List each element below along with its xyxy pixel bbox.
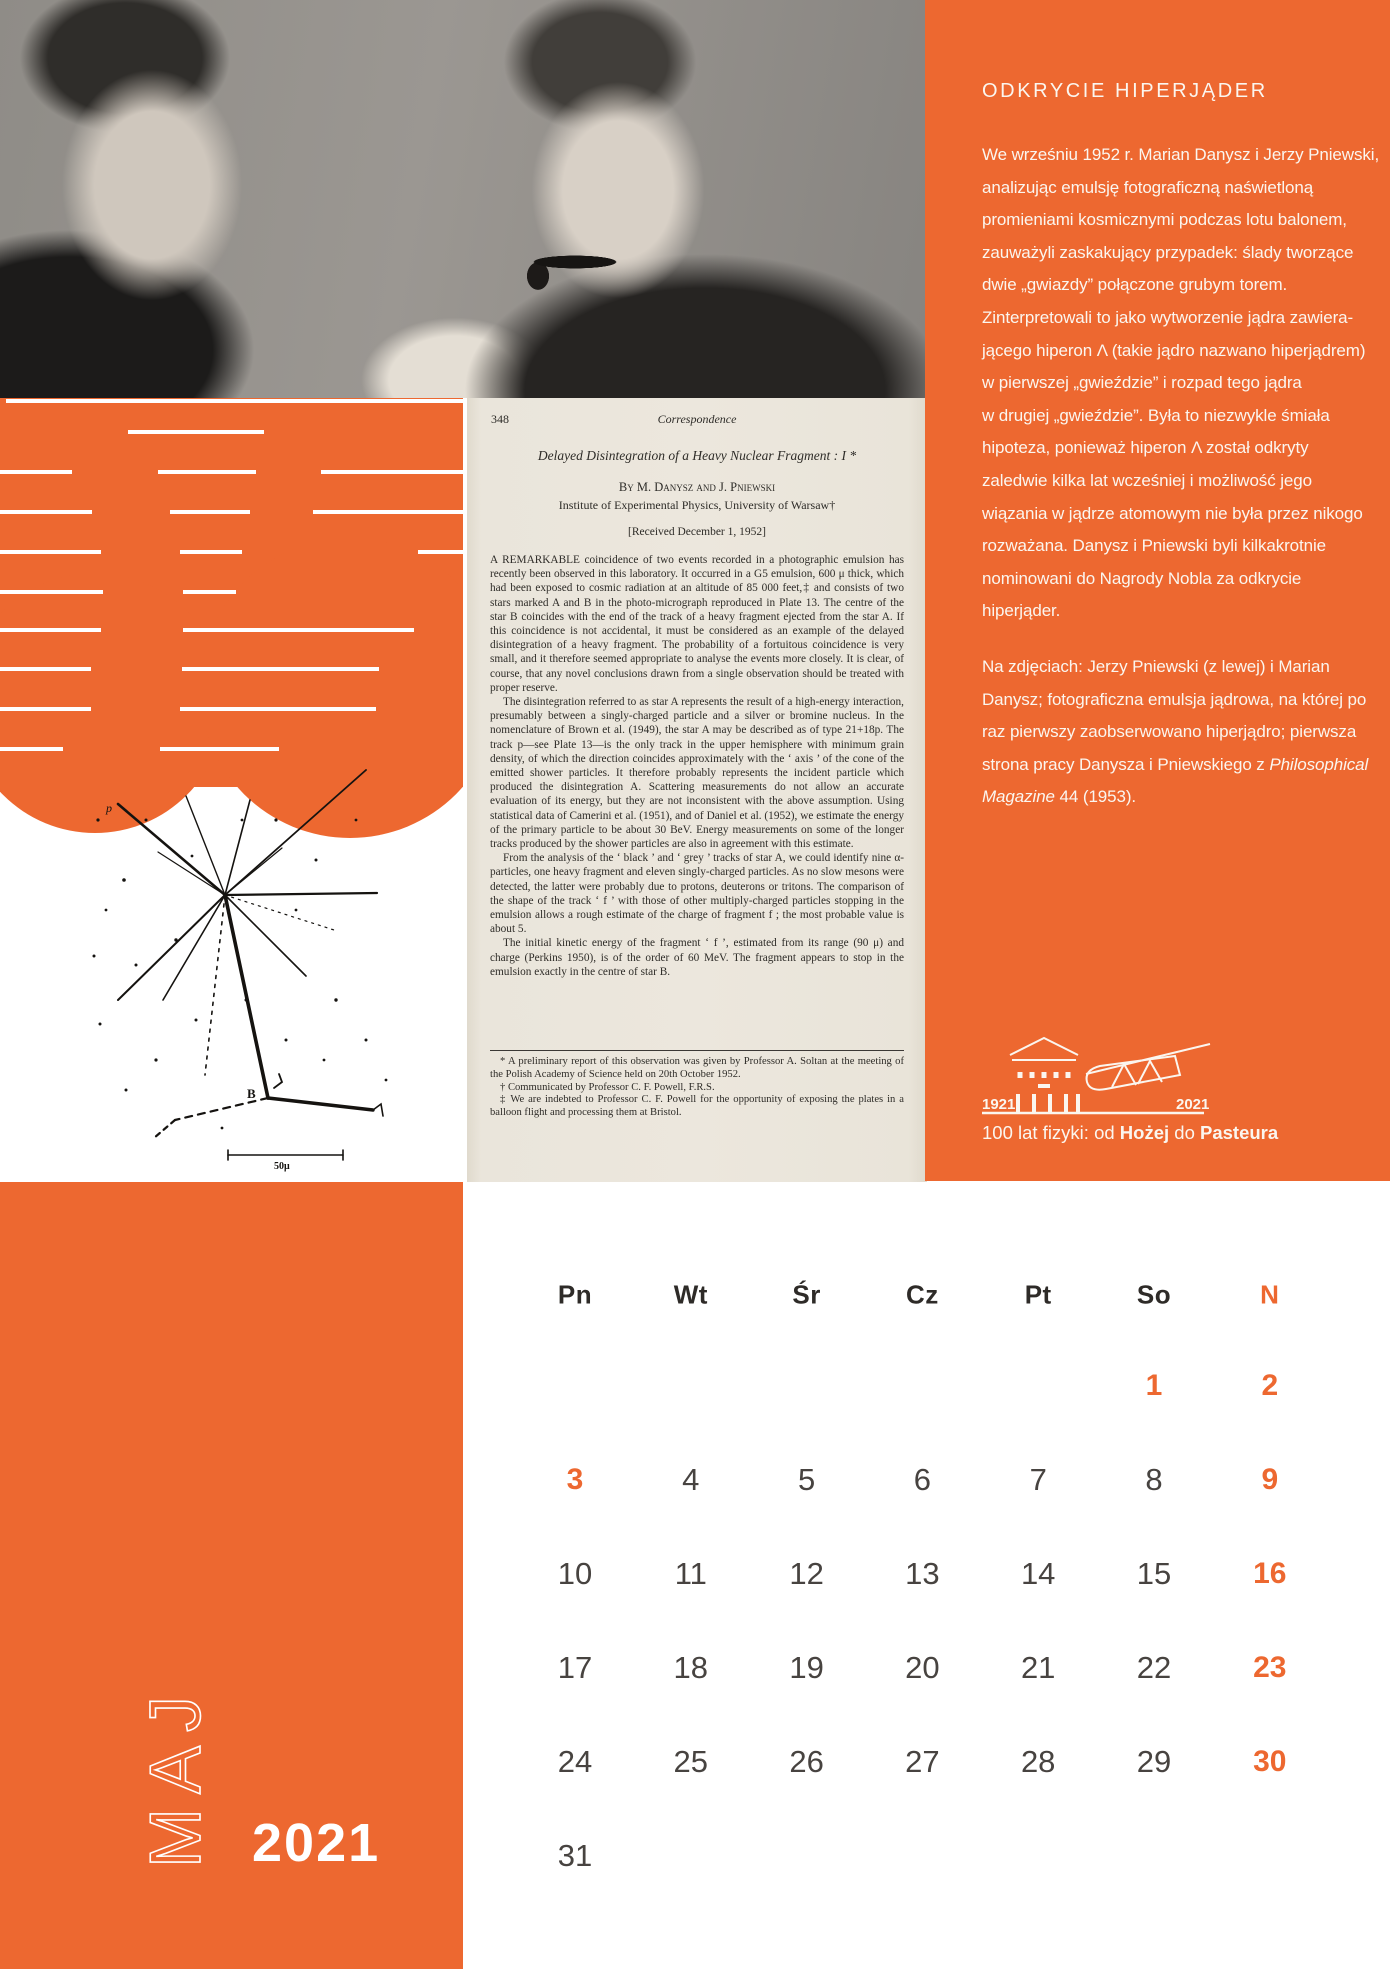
photo-jerzy-pniewski-marian-danysz [0, 0, 925, 398]
journal-footnote: † Communicated by Professor C. F. Powell, F.R.S. [500, 1081, 715, 1093]
day-cell-28: 28 [1020, 1744, 1056, 1779]
panel-text-line: wiązania w jądrze atomowym nie była przez nikogo [982, 503, 1363, 523]
day-cell-12: 12 [789, 1556, 824, 1591]
white-dash [0, 667, 91, 671]
panel-text-line: zaledwie kilka lat wcześniej i możliwość jego [982, 470, 1312, 490]
panel-text-line: w drugiej „gwieździe”. Była to niezwykle śmiała [982, 405, 1330, 425]
weekday-header-pt: Pt [1024, 1279, 1052, 1310]
day-cell-2: 2 [1261, 1369, 1279, 1402]
caption-text-line: Na zdjęciach: Jerzy Pniewski (z lewej) i Marian [982, 657, 1330, 676]
journal-page-scan [467, 398, 927, 1182]
day-cell-11: 11 [674, 1556, 707, 1591]
white-dash [321, 470, 463, 474]
day-cell-29: 29 [1136, 1744, 1172, 1779]
day-cell-30: 30 [1253, 1745, 1287, 1778]
logo-year-1921: 1921 [982, 1096, 1016, 1113]
day-cell-7: 7 [1029, 1462, 1047, 1497]
panel-text-line: Zinterpretowali to jako wytworzenie jądra zawiera- [982, 307, 1354, 327]
day-cell-15: 15 [1136, 1556, 1172, 1591]
panel-text-line: nominowani do Nagrody Nobla za odkrycie [982, 568, 1302, 588]
day-cell-3: 3 [566, 1463, 584, 1496]
day-cell-26: 26 [789, 1744, 824, 1779]
white-dash [158, 470, 256, 474]
footnote-rule [490, 1050, 904, 1051]
day-cell-16: 16 [1253, 1557, 1287, 1590]
panel-text-line: zauważyli zaskakujący przypadek: ślady tworzące [982, 242, 1354, 262]
white-dash [160, 747, 279, 751]
white-dash [180, 707, 376, 711]
day-cell-1: 1 [1145, 1369, 1163, 1402]
day-cell-25: 25 [673, 1744, 709, 1779]
journal-footnotes [490, 1056, 904, 1120]
figure-label-b: B [247, 1086, 256, 1101]
journal-footnote: ‡ We are indebted to Professor C. F. Powell for the opportunity of exposing the plates in a balloon flight and processing them at Bristol. [490, 1094, 904, 1119]
white-dash [128, 430, 264, 434]
day-cell-14: 14 [1020, 1556, 1056, 1591]
white-dash [6, 399, 463, 403]
logo-year-2021: 2021 [1176, 1096, 1210, 1113]
weekday-header-so: So [1136, 1279, 1172, 1310]
day-cell-19: 19 [789, 1650, 824, 1685]
white-dash [313, 510, 463, 514]
day-cell-22: 22 [1136, 1650, 1172, 1685]
panel-text-line: hiperjąder. [982, 601, 1061, 621]
journal-affiliation: Institute of Experimental Physics, University of Warsaw† [558, 498, 836, 512]
figure-scale-label: 50μ [274, 1161, 290, 1172]
panel-text-line: hipoteza, ponieważ hiperon Λ został odkryty [982, 438, 1309, 458]
journal-running-head: Correspondence [657, 412, 737, 426]
day-cell-13: 13 [905, 1556, 940, 1591]
day-cell-27: 27 [905, 1744, 940, 1779]
journal-paragraph: The initial kinetic energy of the fragment ‘ f ’, estimated from its range (90 μ) and charge (Perkins 1950), is of the order of 60 MeV. The fragment appears to stop in the emulsion exactly in the centre of star B. [490, 937, 904, 978]
journal-article-title: Delayed Disintegration of a Heavy Nuclear Fragment : I * [537, 448, 857, 463]
journal-byline: By M. Danysz and J. Pniewski [618, 480, 776, 494]
month-block [0, 1182, 463, 1969]
day-cell-8: 8 [1145, 1462, 1163, 1497]
caption-text-line: Magazine 44 (1953). [982, 787, 1137, 807]
white-dash [180, 550, 242, 554]
day-cell-31: 31 [557, 1838, 593, 1873]
journal-paragraph: From the analysis of the ‘ black ’ and ‘ grey ’ tracks of star A, we could identify nine α-particles, one heavy fragment and eleven singly-charged particles. As no slow mesons were detected, the latter were probably due to protons, deuterons or tritons. The comparison of the shape of the track ‘ f ’ with those of other multiply-charged particles stopping in the emulsion allows a rough estimate of the charge of fragment f ; the most probable value is about 5. [490, 852, 904, 936]
panel-text-line: analizując emulsję fotograficzną naświetloną [982, 177, 1314, 197]
info-panel [925, 0, 1390, 1181]
white-dash [0, 550, 101, 554]
white-dash [0, 628, 101, 632]
journal-received-date: [Received December 1, 1952] [628, 526, 766, 538]
day-cell-21: 21 [1020, 1650, 1056, 1685]
journal-page-number: 348 [491, 412, 509, 426]
weekday-header-śr: Śr [792, 1279, 821, 1310]
panel-text-line: rozważana. Danysz i Pniewski byli kilkakrotnie [982, 536, 1327, 556]
day-cell-24: 24 [557, 1744, 593, 1779]
caption-text-line: raz pierwszy zaobserwowano hiperjądro; pierwsza [982, 722, 1357, 742]
month-name-vertical: MAJ [136, 1682, 216, 1868]
day-cell-5: 5 [797, 1462, 816, 1497]
white-dash [170, 510, 250, 514]
panel-caption-text [982, 651, 1368, 814]
white-dash [0, 747, 63, 751]
journal-paragraph: A REMARKABLE coincidence of two events recorded in a photographic emulsion has recently been observed in this laboratory. It occurred in a G5 emulsion, 600 μ thick, which had been exposed to cosmic radiation at an altitude of 85 000 feet,‡ and consists of two stars marked A and B in the photo-micrograph reproduced in Plate 13. The centre of the star B coincides with the end of the track of a heavy fragment ejected from the star A. If this coincidence is not accidental, it must be considered as an example of the delayed disintegration of a heavy fragment. The probability of a fortuitous coincidence is very small, and it therefore seemed appropriate to analyse the events more closely. It is clear, of course, that any novel conclusions drawn from a single observation should be treated with proper reserve. [490, 554, 904, 694]
journal-footnote: * A preliminary report of this observation was given by Professor A. Soltan at the meeting of the Polish Academy of Science held on 20th October 1952. [490, 1056, 904, 1080]
weekday-header-pn: Pn [557, 1279, 593, 1310]
day-cell-23: 23 [1253, 1651, 1287, 1684]
panel-heading: ODKRYCIE HIPERJĄDER [982, 80, 1268, 102]
figure-label-p: p [106, 801, 112, 815]
year-label: 2021 [252, 1813, 381, 1873]
caption-text-line: strona pracy Danysza i Pniewskiego z Philosophical [982, 754, 1369, 774]
weekday-header-n: N [1260, 1279, 1280, 1310]
white-dash [0, 510, 92, 514]
journal-paragraph: The disintegration referred to as star A represents the result of a high-energy interaction, presumably between a singly-charged particle and a silver or bromine nucleus. In the nomenclature of Brown et al. (1949), the star A may be described as of type 21+18p. The track p—see Plate 13—is the only track in the upper hemisphere with minimum grain density, of which the direction coincides approximately with the ‘ axis ’ of the cone of the emitted shower particles. It therefore probably represents the incident particle which produced the disintegration A. Scattering measurements do not allow an accurate evaluation of its energy, but they are not inconsistent with the above assumption. Using statistical data of Camerini et al. (1951), and of Daniel et al. (1952), we estimate the energy of the primary particle to be about 30 BeV. Energy measurements on some of the longer tracks produced by the shower particles are also in agreement with this estimate. [490, 696, 904, 851]
white-dash [0, 590, 103, 594]
logo-tagline: 100 lat fizyki: od Hożej do Pasteura [982, 1122, 1279, 1143]
panel-text-line: jącego hiperon Λ (takie jądro nazwano hiperjądrem) [982, 340, 1366, 360]
caption-text-line: Danysz; fotograficzna emulsja jądrowa, na której po [982, 689, 1367, 709]
white-dash [0, 707, 91, 711]
day-cell-4: 4 [682, 1462, 700, 1497]
panel-text-line: We wrześniu 1952 r. Marian Danysz i Jerzy Pniewski, [982, 145, 1380, 164]
panel-body-text [982, 139, 1379, 628]
day-cell-18: 18 [673, 1650, 709, 1685]
white-dash [182, 667, 379, 671]
panel-text-line: dwie „gwiazdy” połączone grubym torem. [982, 275, 1288, 295]
day-cell-17: 17 [557, 1650, 593, 1685]
white-dash [183, 590, 236, 594]
day-cell-20: 20 [905, 1650, 940, 1685]
white-dash [0, 470, 72, 474]
day-cell-9: 9 [1261, 1463, 1279, 1496]
centenary-logo [980, 1028, 1220, 1118]
day-cell-10: 10 [557, 1556, 593, 1591]
white-dash [418, 550, 463, 554]
emulsion-star-figure [36, 760, 466, 1180]
panel-text-line: w pierwszej „gwieździe” i rozpad tego jądra [982, 373, 1302, 393]
weekday-header-cz: Cz [906, 1279, 939, 1310]
panel-text-line: promieniami kosmicznymi podczas lotu balonem, [982, 210, 1347, 230]
journal-body-text [490, 553, 904, 1045]
day-cell-6: 6 [913, 1462, 932, 1497]
weekday-header-wt: Wt [673, 1279, 708, 1310]
white-dash [183, 628, 414, 632]
